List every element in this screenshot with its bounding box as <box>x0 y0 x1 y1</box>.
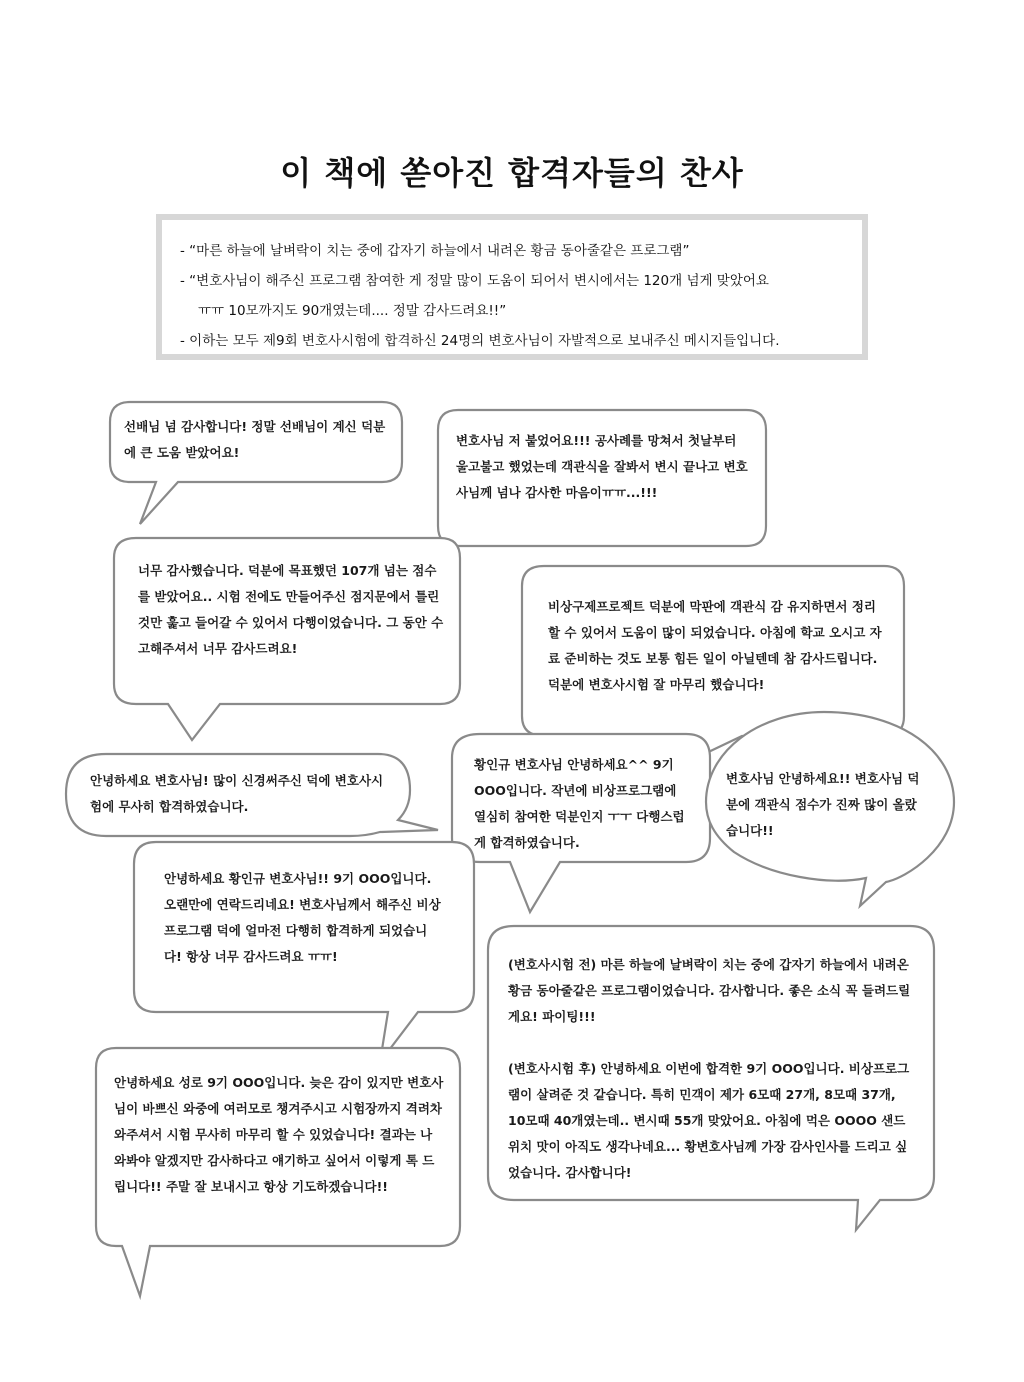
summary-line-4: - 이하는 모두 제9회 변호사시험에 합격하신 24명의 변호사님이 자발적으로 보내주신 메시지들입니다. <box>180 333 780 349</box>
message-4: 비상구제프로젝트 덕분에 막판에 객관식 감 유지하면서 정리할 수 있어서 도움이 많이 되었습니다. 아침에 학교 오시고 자료 준비하는 것도 보통 힘든 일이 아닐텐데 참 감사드립니다. 덕분에 변호사시험 잘 마무리 했습니다! <box>548 599 882 692</box>
message-9: (변호사시험 전) 마른 하늘에 날벼락이 치는 중에 갑자기 하늘에서 내려온 황금 동아줄같은 프로그램이었습니다. 감사합니다. 좋은 소식 꼭 들려드릴게요! 파이팅!!! <box>508 957 911 1024</box>
message-1: 선배님 넘 감사합니다! 정말 선배님이 계신 덕분에 큰 도움 받았어요! <box>124 419 386 460</box>
page-title: 이 책에 쏟아진 합격자들의 찬사 <box>280 154 744 192</box>
message-3: 너무 감사했습니다. 덕분에 목표했던 107개 넘는 점수를 받았어요.. 시험 전에도 만들어주신 점지문에서 틀린 것만 훑고 들어갈 수 있어서 다행이었습니다. 그 동안 수고해주셔서 너무 감사드려요! <box>138 563 444 656</box>
message-5: 안녕하세요 변호사님! 많이 신경써주신 덕에 변호사시험에 무사히 합격하였습니다. <box>90 773 384 814</box>
message-8: 안녕하세요 황인규 변호사님!! 9기 OOO입니다. 오랜만에 연락드리네요! 변호사님께서 해주신 비상프로그램 덕에 얼마전 다행히 합격하게 되었습니다! 항상 너무 감사드려요 ㅠㅠ! <box>164 871 441 964</box>
summary-line-2: - “변호사님이 해주신 프로그램 참여한 게 정말 많이 도움이 되어서 변시에서는 120개 넘게 맞았어요 <box>180 273 769 289</box>
message-2: 변호사님 저 붙었어요!!! 공사례를 망쳐서 첫날부터 울고불고 했었는데 객관식을 잘봐서 변시 끝나고 변호사님께 넘나 감사한 마음이ㅠㅠ...!!! <box>456 433 748 500</box>
message-10: (변호사시험 후) 안녕하세요 이번에 합격한 9기 OOO입니다. 비상프로그램이 살려준 것 같습니다. 특히 민객이 제가 6모때 27개, 8모때 37개, 10모때 40개였는데.. 변시때 55개 맞았어요. 아침에 먹은 OOOO 샌드위치 맛이 아직도 생각나네요... 황변호사님께 가장 감사인사를 드리고 싶었습니다. 감사합니다! <box>508 1061 910 1180</box>
summary-line-1: - “마른 하늘에 날벼락이 치는 중에 갑자기 하늘에서 내려온 황금 동아줄같은 프로그램” <box>180 243 690 259</box>
message-7: 변호사님 안녕하세요!! 변호사님 덕분에 객관식 점수가 진짜 많이 올랐습니다!! <box>726 771 920 838</box>
message-6: 황인규 변호사님 안녕하세요^^ 9기 OOO입니다. 작년에 비상프로그램에 열심히 참여한 덕분인지 ㅜㅜ 다행스럽게 합격하였습니다. <box>474 757 685 850</box>
message-11: 안녕하세요 성로 9기 OOO입니다. 늦은 감이 있지만 변호사님이 바쁘신 와중에 여러모로 챙겨주시고 시험장까지 격려차 와주셔서 시험 무사히 마무리 할 수 있었습니다! 결과는 나와봐야 알겠지만 감사하다고 얘기하고 싶어서 이렇게 톡 드립니다!! 주말 잘 보내시고 항상 기도하겠습니다!! <box>114 1075 444 1194</box>
summary-line-3: ㅠㅠ 10모까지도 90개였는데.... 정말 감사드려요!!” <box>198 303 507 319</box>
